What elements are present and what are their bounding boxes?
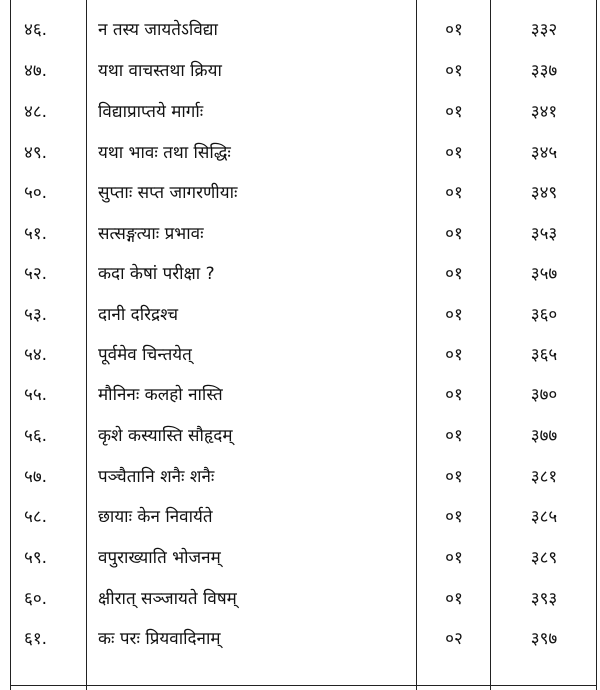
row-title: यथा भावः तथा सिद्धिः	[98, 143, 231, 163]
table-row	[0, 538, 600, 578]
row-title: न तस्य जायतेऽविद्या	[98, 20, 218, 40]
row-page-number: ३४९	[530, 183, 558, 203]
row-title: क्षीरात् सञ्जायते विषम्	[98, 589, 237, 609]
table-row	[0, 416, 600, 456]
row-page-number: ३७०	[530, 385, 558, 405]
row-count: ०१	[445, 467, 463, 487]
table-row	[0, 295, 600, 335]
table-row	[0, 173, 600, 213]
row-number: ४७.	[24, 61, 48, 81]
row-number: ५८.	[24, 507, 48, 527]
row-count: ०१	[445, 548, 463, 568]
table-row	[0, 214, 600, 254]
row-count: ०१	[445, 102, 463, 122]
row-number: ५६.	[24, 426, 48, 446]
row-count: ०१	[445, 305, 463, 325]
row-number: ५२.	[24, 264, 48, 284]
row-page-number: ३५३	[530, 224, 558, 244]
row-title: सुप्ताः सप्त जागरणीयाः	[98, 183, 238, 203]
row-number: ५९.	[24, 548, 48, 568]
row-title: यथा वाचस्तथा क्रिया	[98, 61, 222, 81]
row-count: ०१	[445, 183, 463, 203]
row-title: कः परः प्रियवादिनाम्	[98, 629, 221, 649]
row-number: ४८.	[24, 102, 48, 122]
row-count: ०१	[445, 20, 463, 40]
row-number: ५१.	[24, 224, 48, 244]
row-page-number: ३९३	[530, 589, 558, 609]
row-count: ०१	[445, 345, 463, 365]
row-number: ५३.	[24, 305, 48, 325]
row-page-number: ३४५	[530, 143, 558, 163]
row-title: पूर्वमेव चिन्तयेत्	[98, 345, 192, 365]
table-row	[0, 51, 600, 91]
row-number: ५०.	[24, 183, 48, 203]
row-title: पञ्चैतानि शनैः शनैः	[98, 467, 215, 487]
table-row	[0, 497, 600, 537]
table-row	[0, 10, 600, 50]
row-page-number: ३९७	[530, 629, 558, 649]
table-row	[0, 375, 600, 415]
row-page-number: ३३७	[530, 61, 558, 81]
row-count: ०१	[445, 507, 463, 527]
row-title: छायाः केन निवार्यते	[98, 507, 213, 527]
row-title: वपुराख्याति भोजनम्	[98, 548, 221, 568]
row-title: सत्सङ्गत्याः प्रभावः	[98, 224, 204, 244]
row-number: ६०.	[24, 589, 48, 609]
row-number: ४६.	[24, 20, 48, 40]
row-count: ०१	[445, 224, 463, 244]
row-count: ०१	[445, 589, 463, 609]
row-title: दानी दरिद्रश्च	[98, 305, 179, 325]
row-number: ५४.	[24, 345, 48, 365]
row-count: ०१	[445, 264, 463, 284]
row-page-number: ३७७	[530, 426, 558, 446]
row-number: ५७.	[24, 467, 48, 487]
row-number: ५५.	[24, 385, 48, 405]
row-page-number: ३५७	[530, 264, 558, 284]
row-title: कदा केषां परीक्षा ?	[98, 264, 215, 284]
row-count: ०१	[445, 385, 463, 405]
table-row	[0, 254, 600, 294]
row-number: ६१.	[24, 629, 48, 649]
row-page-number: ३६०	[530, 305, 558, 325]
row-count: ०१	[445, 143, 463, 163]
table-row	[0, 133, 600, 173]
row-title: मौनिनः कलहो नास्ति	[98, 385, 223, 405]
row-page-number: ३४१	[530, 102, 558, 122]
row-page-number: ३८५	[530, 507, 558, 527]
row-title: कृशे कस्यास्ति सौहृदम्	[98, 426, 233, 446]
row-page-number: ३३२	[530, 20, 558, 40]
table-bottom-border	[10, 685, 596, 686]
row-page-number: ३६५	[530, 345, 558, 365]
row-title: विद्याप्राप्तये मार्गाः	[98, 102, 204, 122]
row-count: ०१	[445, 426, 463, 446]
row-page-number: ३८९	[530, 548, 558, 568]
table-row	[0, 619, 600, 659]
table-row	[0, 579, 600, 619]
row-page-number: ३८१	[530, 467, 558, 487]
table-row	[0, 335, 600, 375]
row-number: ४९.	[24, 143, 48, 163]
row-count: ०२	[445, 629, 463, 649]
table-row	[0, 457, 600, 497]
table-row	[0, 92, 600, 132]
row-count: ०१	[445, 61, 463, 81]
